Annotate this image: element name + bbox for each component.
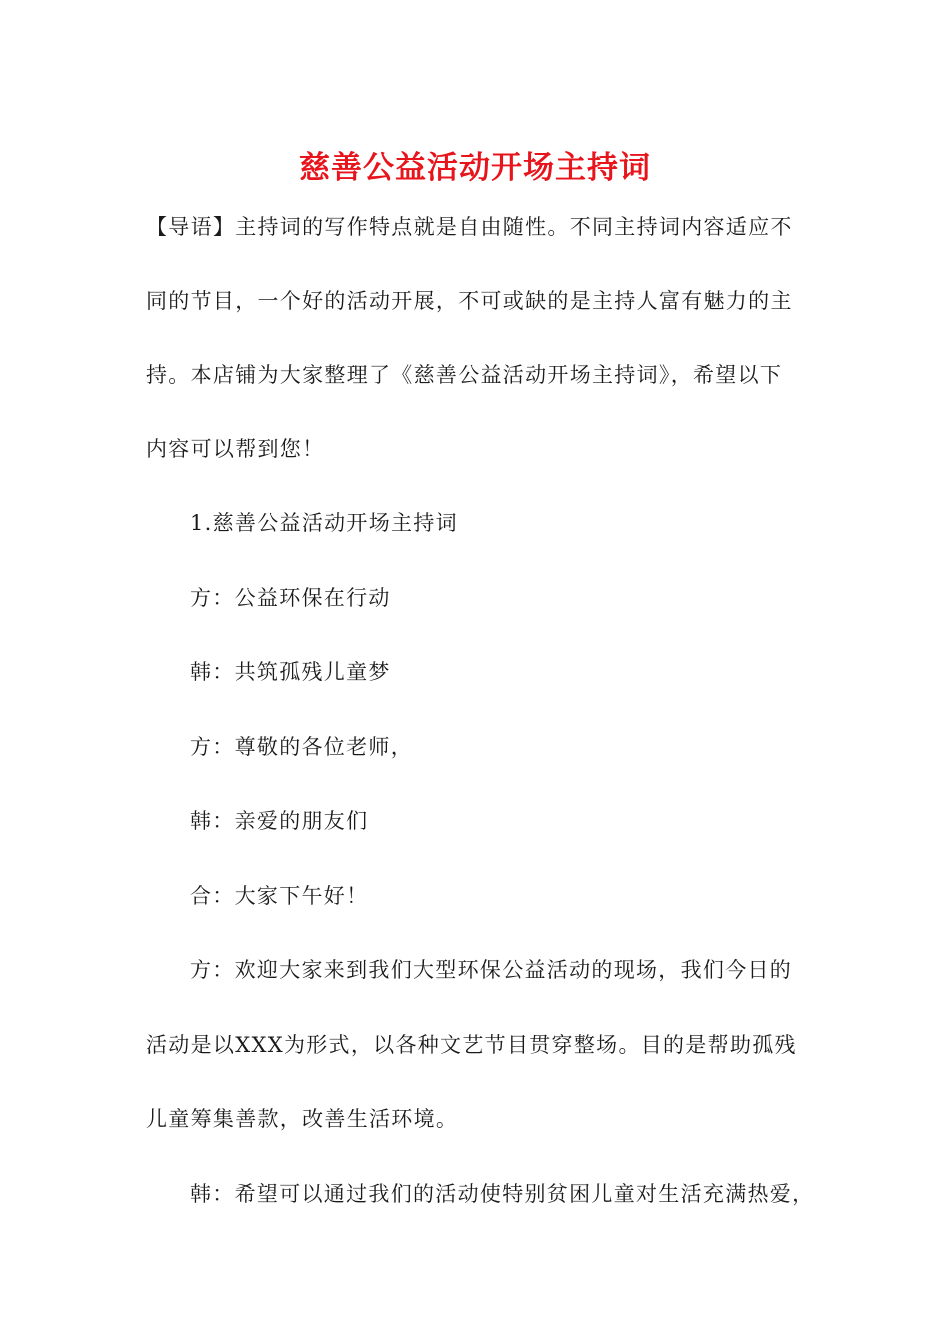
dialogue-line: 合：大家下午好！ [190, 884, 369, 908]
section-heading: 1.慈善公益活动开场主持词 [190, 511, 458, 535]
dialogue-line: 韩：亲爱的朋友们 [190, 809, 369, 833]
paragraph-line: 【导语】主持词的写作特点就是自由随性。不同主持词内容适应不 [146, 215, 793, 239]
paragraph-line: 儿童筹集善款，改善生活环境。 [146, 1107, 459, 1131]
dialogue-line: 方：欢迎大家来到我们大型环保公益活动的现场，我们今日的 [190, 958, 793, 982]
paragraph-line: 同的节目，一个好的活动开展，不可或缺的是主持人富有魅力的主 [146, 289, 793, 313]
dialogue-line: 方：公益环保在行动 [190, 586, 391, 610]
document-title: 慈善公益活动开场主持词 [299, 150, 651, 186]
paragraph-line: 内容可以帮到您！ [146, 437, 325, 461]
paragraph-line: 活动是以XXX为形式，以各种文艺节目贯穿整场。目的是帮助孤残 [146, 1033, 797, 1057]
dialogue-line: 韩：希望可以通过我们的活动使特别贫困儿童对生活充满热爱， [190, 1182, 815, 1206]
dialogue-line: 方：尊敬的各位老师， [190, 735, 413, 759]
paragraph-line: 持。本店铺为大家整理了《慈善公益活动开场主持词》，希望以下 [146, 363, 783, 387]
dialogue-line: 韩：共筑孤残儿童梦 [190, 660, 391, 684]
